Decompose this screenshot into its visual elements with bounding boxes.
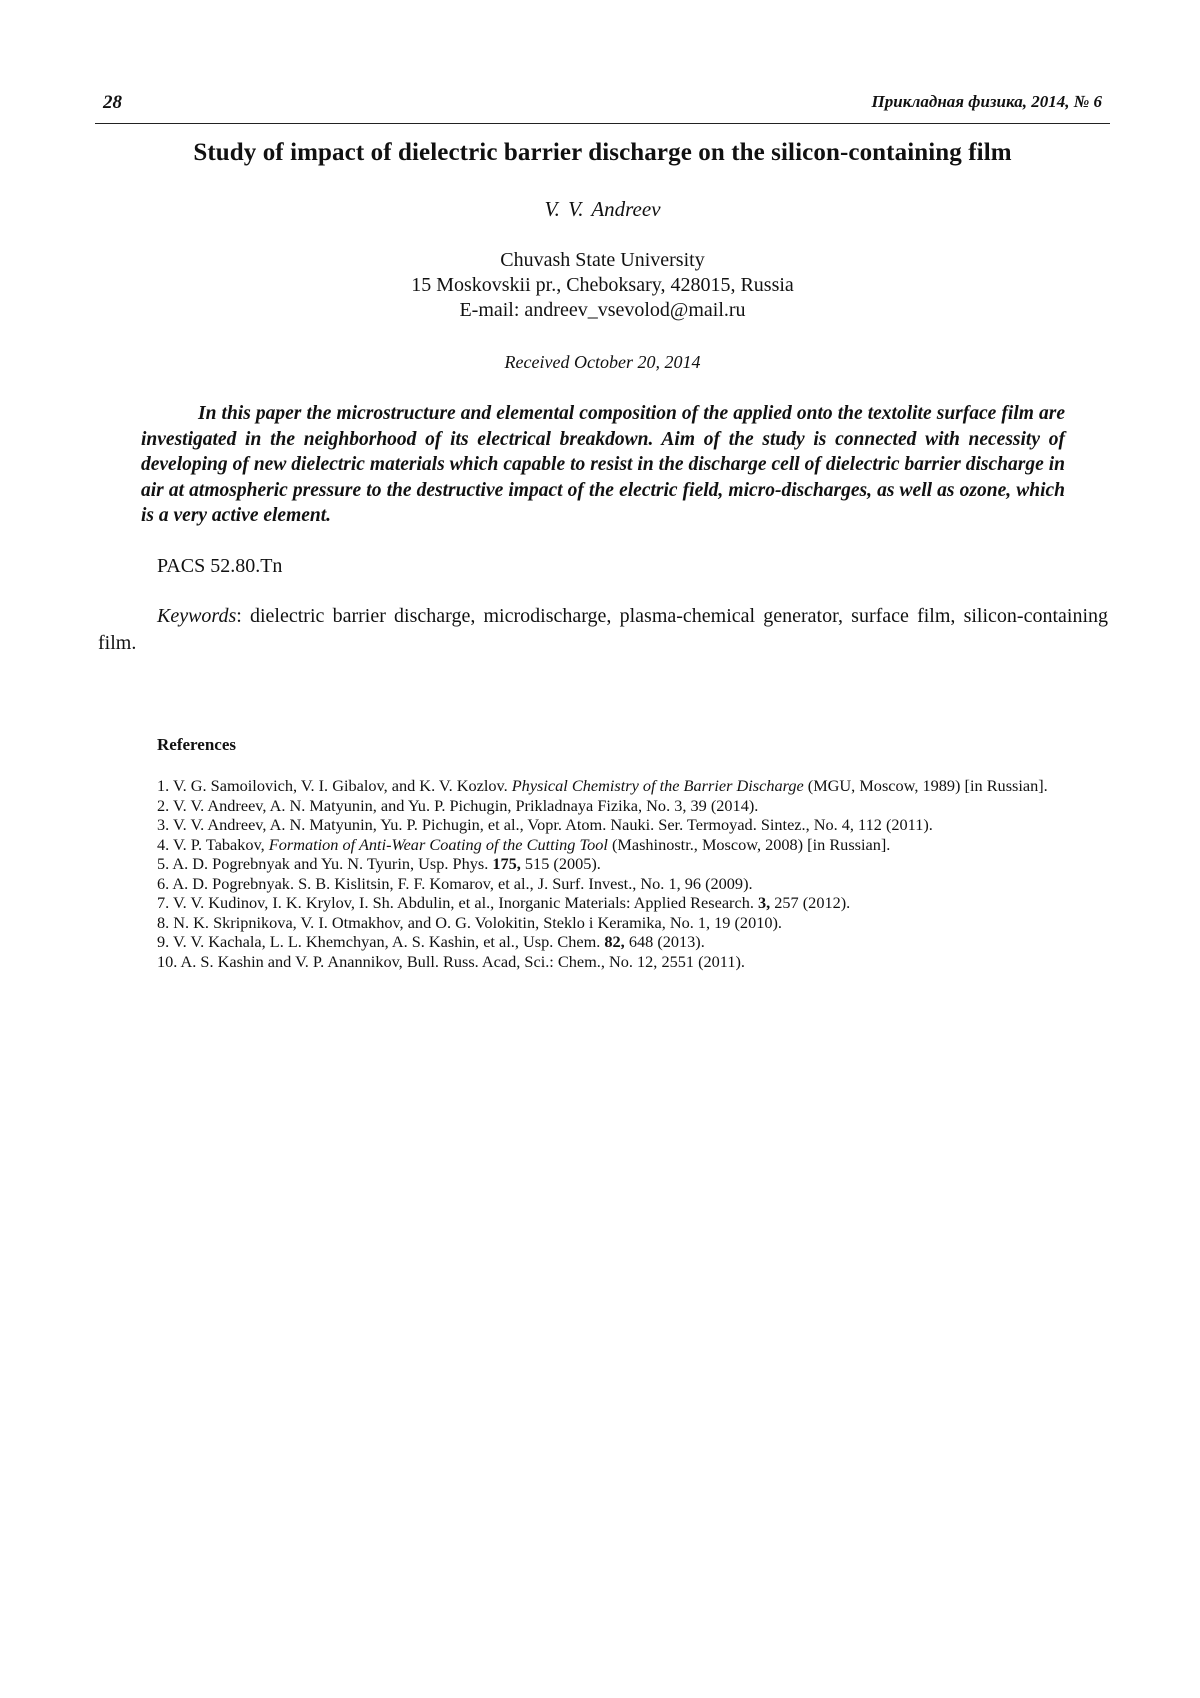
reference-item: 10. A. S. Kashin and V. P. Anannikov, Bull. Russ. Acad, Sci.: Chem., No. 12, 2551 (2011). <box>157 951 745 971</box>
running-header <box>95 92 1110 122</box>
reference-item: 6. A. D. Pogrebnyak. S. B. Kislitsin, F. F. Komarov, et al., J. Surf. Invest., No. 1, 96 (2009). <box>157 873 753 893</box>
article-title: Study of impact of dielectric barrier discharge on the silicon-containing film <box>193 139 1012 166</box>
reference-item: 3. V. V. Andreev, A. N. Matyunin, Yu. P. Pichugin, et al., Vopr. Atom. Nauki. Ser. Termoyad. Sintez., No. 4, 112 (2011). <box>157 815 933 834</box>
pacs-code: PACS 52.80.Tn <box>157 555 283 577</box>
header-divider <box>95 123 1110 124</box>
reference-item: 9. V. V. Kachala, L. L. Khemchyan, A. S. Kashin, et al., Usp. Chem. 82, 648 (2013). <box>157 932 705 951</box>
affiliation-email: E-mail: andreev_vsevolod@mail.ru <box>459 299 746 321</box>
reference-item: 4. V. P. Tabakov, Formation of Anti-Wear Coating of the Cutting Tool (Mashinostr., Moscow, 2008) [in Russian]. <box>157 834 891 854</box>
reference-item: 5. A. D. Pogrebnyak and Yu. N. Tyurin, Usp. Phys. 175, 515 (2005). <box>157 854 601 873</box>
page-number: 28 <box>103 92 122 113</box>
author-name: V. V. Andreev <box>544 197 661 221</box>
keywords <box>98 603 1108 657</box>
reference-item: 8. N. K. Skripnikova, V. I. Otmakhov, and O. G. Volokitin, Steklo i Keramika, No. 1, 19 (2010). <box>157 912 782 932</box>
affiliation-address: 15 Moskovskii pr., Cheboksary, 428015, Russia <box>411 274 794 296</box>
reference-item: 1. V. G. Samoilovich, V. I. Gibalov, and K. V. Kozlov. Physical Chemistry of the Barrier Discharge (MGU, Moscow, 1989) [in Russian]. <box>157 776 1048 795</box>
keywords-text: : dielectric barrier discharge, microdischarge, plasma-chemical generator, surface film, silicon-containing film. <box>98 605 1108 654</box>
keywords-label: Keywords <box>157 605 237 627</box>
journal-citation: Прикладная физика, 2014, № 6 <box>871 92 1102 111</box>
references-heading: References <box>157 735 236 754</box>
reference-item: 7. V. V. Kudinov, I. K. Krylov, I. Sh. Abdulin, et al., Inorganic Materials: Applied Research. 3, 257 (2012). <box>157 893 851 912</box>
received-date: Received October 20, 2014 <box>504 352 701 372</box>
affiliation-university: Chuvash State University <box>500 249 705 271</box>
abstract: In this paper the microstructure and elemental composition of the applied onto the textolite surface film are investigated in the neighborhood of its electrical breakdown. Aim of the study is connected with necessity of developing of new dielectric materials which capable to resist in the discharge cell of dielectric barrier discharge in air at atmospheric pressure to the destructive impact of the electric field, micro-discharges, as well as ozone, which is a very active element. <box>141 403 1065 527</box>
reference-item: 2. V. V. Andreev, A. N. Matyunin, and Yu. P. Pichugin, Prikladnaya Fizika, No. 3, 39 (2014). <box>157 795 759 815</box>
references-list <box>157 776 1117 971</box>
